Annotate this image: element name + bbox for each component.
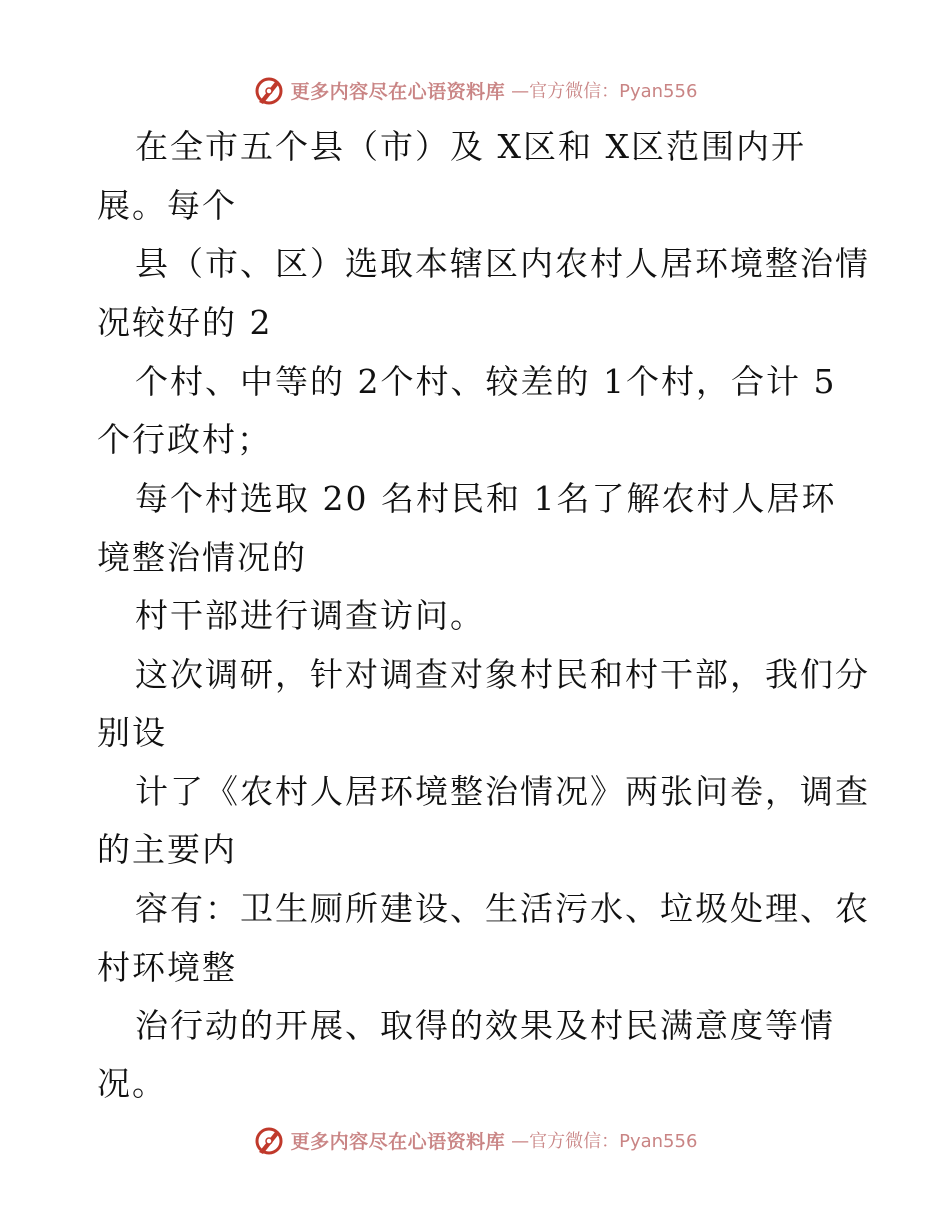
footer-banner-wechat: —官方微信：Pyan556 <box>511 1131 698 1152</box>
body-line: 别设 <box>97 713 167 752</box>
body-line: 的主要内 <box>97 830 237 869</box>
header-banner-title: 更多内容尽在心语资料库 <box>290 80 506 103</box>
body-line: 况。 <box>97 1064 167 1103</box>
footer-banner-title: 更多内容尽在心语资料库 <box>290 1130 506 1153</box>
body-line: 县（市、区）选取本辖区内农村人居环境整治情 <box>135 244 870 283</box>
body-line: 容有：卫生厕所建设、生活污水、垃圾处理、农 <box>135 889 870 928</box>
body-line: 个行政村； <box>97 420 272 459</box>
pen-logo-icon <box>253 74 285 106</box>
footer-banner <box>0 1120 950 1160</box>
body-line: 计了《农村人居环境整治情况》两张问卷，调查 <box>135 772 870 811</box>
body-line: 村环境整 <box>97 948 237 987</box>
body-line: 况较好的 2 <box>97 303 273 342</box>
body-line: 村干部进行调查访问。 <box>135 596 485 635</box>
body-line: 境整治情况的 <box>97 538 307 577</box>
pen-logo-icon <box>253 1124 285 1156</box>
body-line: 每个村选取 20 名村民和 1名了解农村人居环 <box>135 479 837 518</box>
body-line: 治行动的开展、取得的效果及村民满意度等情 <box>135 1006 835 1045</box>
body-line: 展。每个 <box>97 186 237 225</box>
body-line: 这次调研，针对调查对象村民和村干部，我们分 <box>135 655 870 694</box>
body-line: 在全市五个县（市）及 X区和 X区范围内开 <box>135 127 806 166</box>
body-line: 个村、中等的 2个村、较差的 1个村，合计 5 <box>135 362 837 401</box>
header-banner <box>0 70 950 110</box>
header-banner-wechat: —官方微信：Pyan556 <box>511 81 698 102</box>
